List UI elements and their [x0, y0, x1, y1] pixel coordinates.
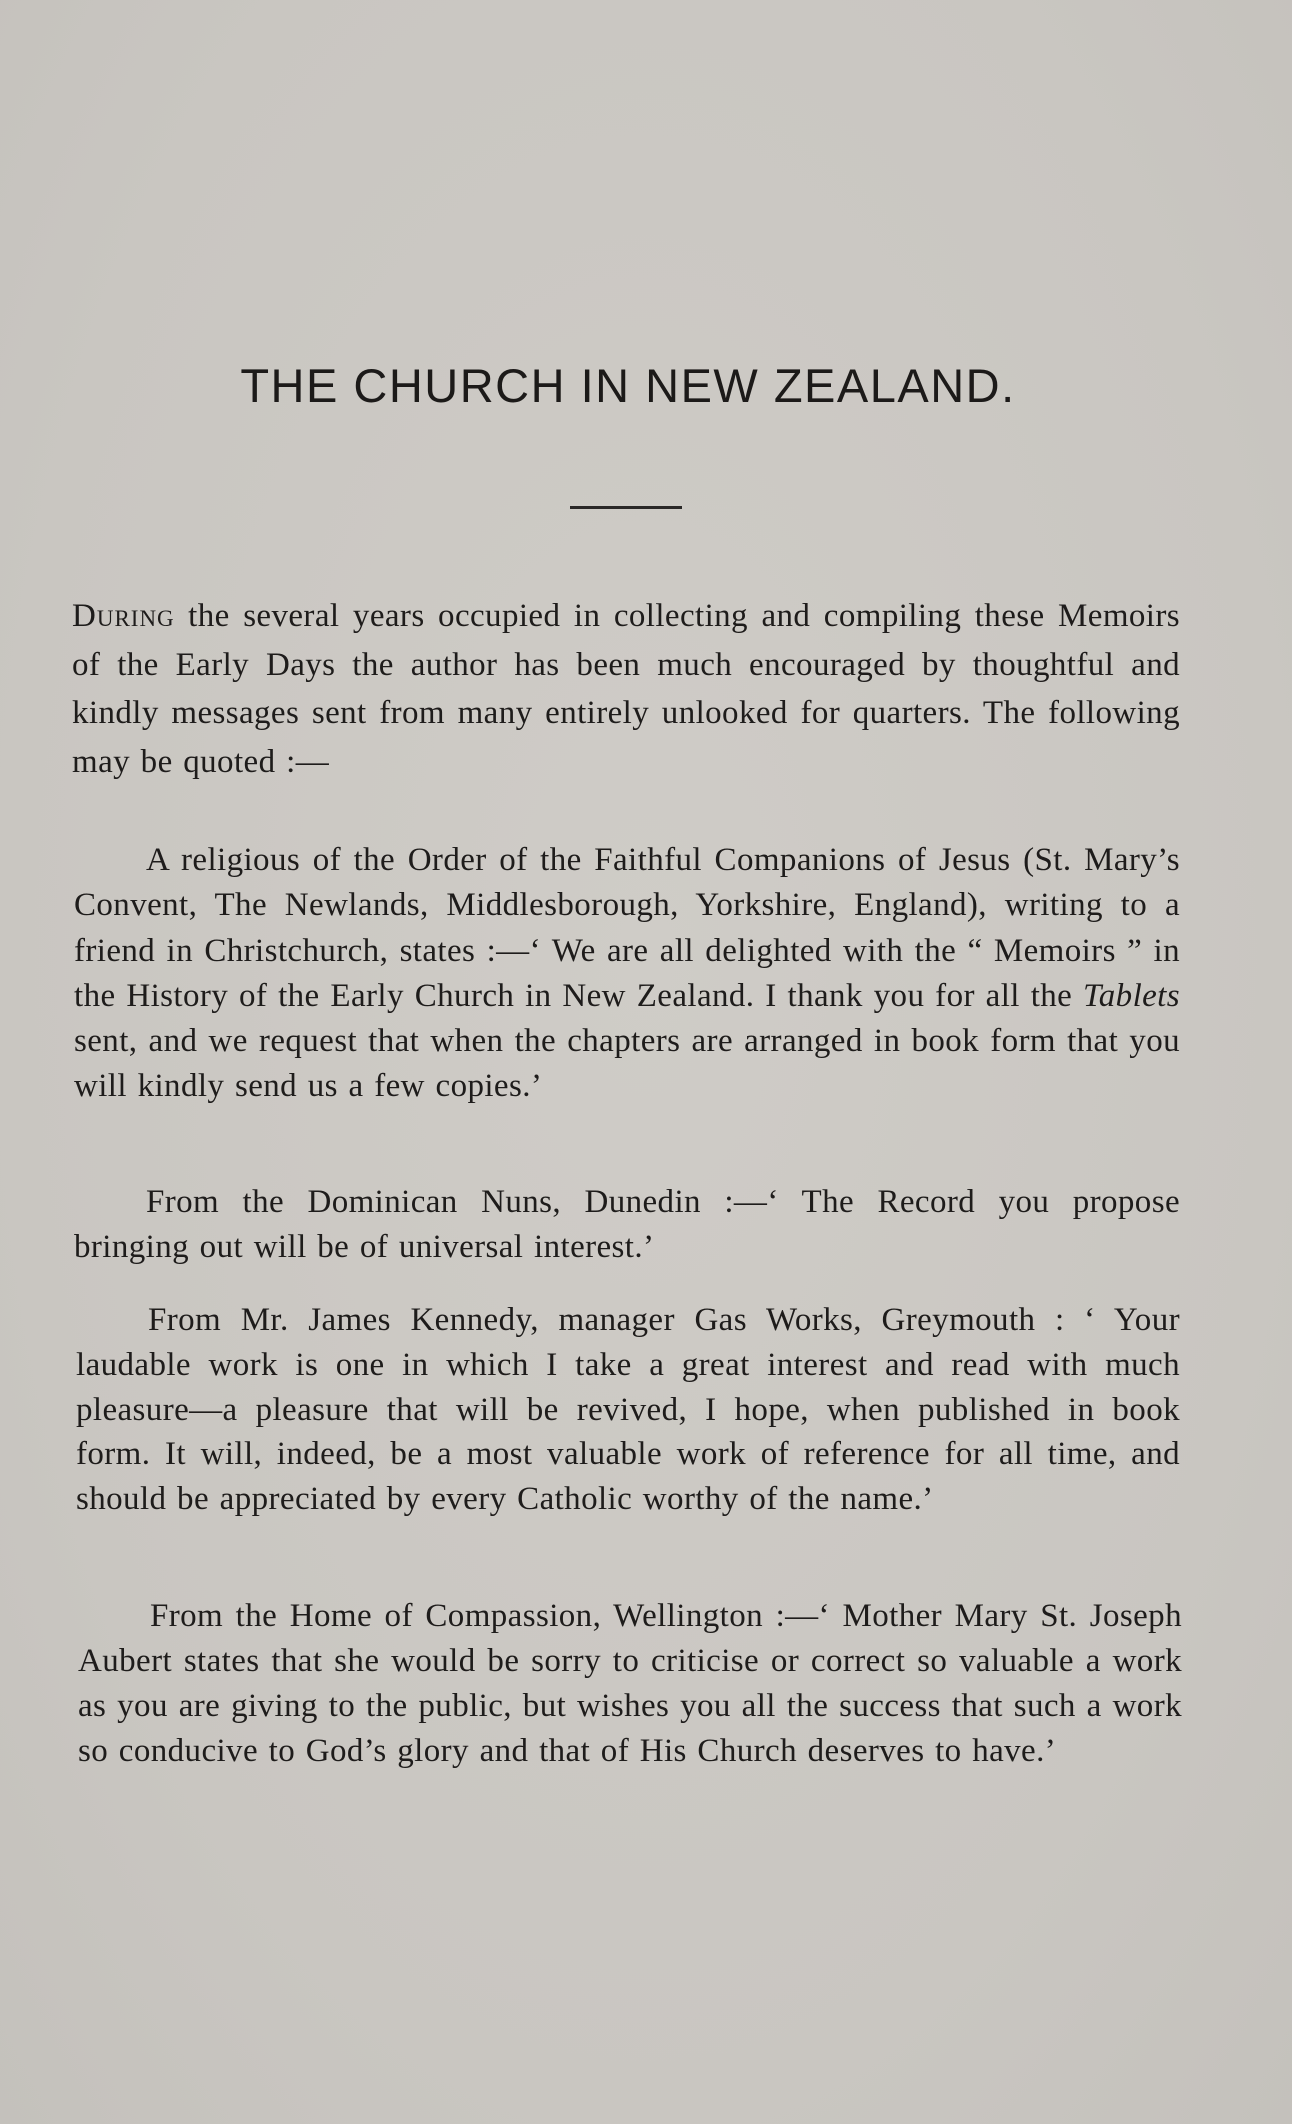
title-rule-divider [570, 506, 682, 509]
quote1-italic-tablets: Tablets [1083, 977, 1180, 1014]
quote2-text: From the Dominican Nuns, Dunedin :—‘ The Record you propose bringing out will be of universal interest.’ [74, 1184, 1180, 1265]
quote4-text: From the Home of Compassion, Wellington :—‘ Mother Mary St. Joseph Aubert states that she would be sorry to criticise or correct so valuable a work as you are giving to the public, but wishes you all the success that such a work so conducive to God’s glory and that of His Church deserves to have.’ [78, 1598, 1182, 1769]
quote-james-kennedy [76, 1298, 1180, 1522]
intro-text: the several years occupied in collecting and compiling these Memoirs of the Early Days the author has been much encouraged by thoughtful and kindly messages sent from many entirely unlooked for quarters. The following may be quoted :— [72, 598, 1180, 780]
quote1-text-start: A religious of the Order of the Faithful Companions of Jesus (St. Mary’s Convent, The Newlands, Middlesborough, Yorkshire, England), writing to a friend in Christchurch, states :—‘ We are all delighted with the “ Memoirs ” in the History of the Early Church in New Zealand. I thank you for all the [74, 842, 1180, 1014]
quote-dominican-nuns [74, 1180, 1180, 1270]
page-title: THE CHURCH IN NEW ZEALAND. [240, 359, 1016, 412]
quote1-text-end: sent, and we request that when the chapters are arranged in book form that you will kindly send us a few copies.’ [74, 1023, 1180, 1105]
quote3-text: From Mr. James Kennedy, manager Gas Works, Greymouth : ‘ Your laudable work is one in which I take a great interest and read with much pleasure—a pleasure that will be revived, I hope, when published in book form. It will, indeed, be a most valuable work of reference for all time, and should be appreciated by every Catholic worthy of the name.’ [76, 1302, 1180, 1518]
intro-lead-word: During [72, 598, 175, 634]
quote-home-of-compassion [78, 1594, 1182, 1774]
quote-faithful-companions [74, 838, 1180, 1110]
intro-paragraph [72, 592, 1180, 786]
